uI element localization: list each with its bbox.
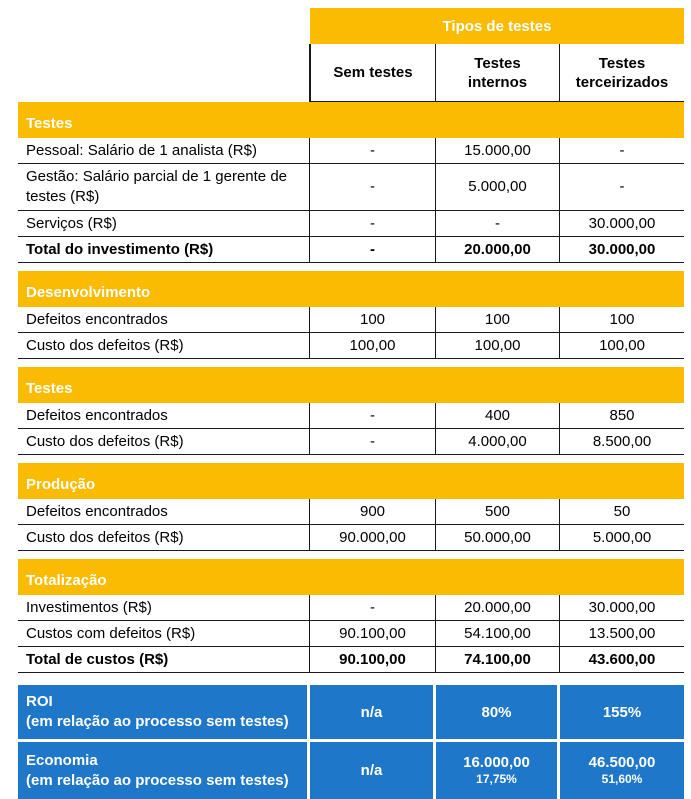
header-empty-cell xyxy=(18,8,310,44)
roi-sem-testes: n/a xyxy=(310,685,436,742)
table-row xyxy=(18,211,684,237)
cell-testes-internos: 4.000,00 xyxy=(436,429,560,455)
table-row xyxy=(18,403,684,429)
cell-testes-internos: 100,00 xyxy=(436,333,560,359)
cell-sem-testes: - xyxy=(310,138,436,164)
row-label: Serviços (R$) xyxy=(18,211,310,237)
cell-testes-terceirizados: 100,00 xyxy=(560,333,684,359)
economia-row xyxy=(18,742,684,799)
row-label: Total do investimento (R$) xyxy=(18,237,310,263)
table-row xyxy=(18,595,684,621)
economia-label xyxy=(18,742,310,799)
row-label: Total de custos (R$) xyxy=(18,647,310,673)
cell-testes-terceirizados: 13.500,00 xyxy=(560,621,684,647)
section-header-testes-2 xyxy=(18,367,684,403)
total-row xyxy=(18,647,684,673)
header-empty-cell-2 xyxy=(18,44,310,102)
table-row xyxy=(18,621,684,647)
cell-testes-terceirizados: 100 xyxy=(560,307,684,333)
economia-label-line1: Economia xyxy=(26,751,98,769)
economia-terceirizados-pct: 51,60% xyxy=(601,772,643,786)
section-header-totalizacao xyxy=(18,559,684,595)
cell-testes-terceirizados: 30.000,00 xyxy=(560,211,684,237)
cell-sem-testes: - xyxy=(310,595,436,621)
cell-testes-internos: 5.000,00 xyxy=(436,164,560,211)
row-label: Defeitos encontrados xyxy=(18,403,310,429)
cell-testes-terceirizados: - xyxy=(560,138,684,164)
row-label: Custo dos defeitos (R$) xyxy=(18,429,310,455)
cell-testes-internos: 20.000,00 xyxy=(436,595,560,621)
cell-testes-internos: 54.100,00 xyxy=(436,621,560,647)
economia-terceirizados-value: 46.500,00 xyxy=(588,754,656,771)
cell-testes-internos: 100 xyxy=(436,307,560,333)
header-group-title: Tipos de testes xyxy=(310,8,684,44)
economia-internos-pct: 17,75% xyxy=(476,772,517,786)
cell-testes-internos: 20.000,00 xyxy=(436,237,560,263)
cell-sem-testes: 100,00 xyxy=(310,333,436,359)
row-label: Defeitos encontrados xyxy=(18,499,310,525)
roi-comparison-table-wrapper xyxy=(18,8,684,799)
cell-sem-testes: 900 xyxy=(310,499,436,525)
table-row xyxy=(18,307,684,333)
cell-sem-testes: - xyxy=(310,403,436,429)
section-header-testes xyxy=(18,102,684,138)
roi-label-line2: (em relação ao processo sem testes) xyxy=(26,713,289,730)
header-columns-row xyxy=(18,44,684,102)
total-row xyxy=(18,237,684,263)
cell-sem-testes: 90.100,00 xyxy=(310,621,436,647)
economia-label-line2: (em relação ao processo sem testes) xyxy=(26,771,289,789)
roi-label xyxy=(18,685,310,742)
cell-sem-testes: 90.000,00 xyxy=(310,525,436,551)
roi-label-line1: ROI xyxy=(26,693,53,710)
cell-testes-terceirizados: 5.000,00 xyxy=(560,525,684,551)
cell-testes-terceirizados: - xyxy=(560,164,684,211)
table-row xyxy=(18,429,684,455)
table-row xyxy=(18,525,684,551)
cell-testes-internos: 400 xyxy=(436,403,560,429)
cell-sem-testes: 100 xyxy=(310,307,436,333)
cell-sem-testes: 90.100,00 xyxy=(310,647,436,673)
cell-testes-internos: - xyxy=(436,211,560,237)
cell-testes-internos: 50.000,00 xyxy=(436,525,560,551)
row-label: Custo dos defeitos (R$) xyxy=(18,333,310,359)
table-row xyxy=(18,333,684,359)
economia-internos-value: 16.000,00 xyxy=(463,754,530,771)
cell-testes-terceirizados: 43.600,00 xyxy=(560,647,684,673)
roi-comparison-table xyxy=(18,8,684,799)
row-label: Investimentos (R$) xyxy=(18,595,310,621)
roi-row xyxy=(18,685,684,742)
section-title: Totalização xyxy=(18,559,310,595)
section-title: Testes xyxy=(18,367,310,403)
cell-sem-testes: - xyxy=(310,429,436,455)
table-row xyxy=(18,138,684,164)
row-label: Defeitos encontrados xyxy=(18,307,310,333)
economia-sem-testes: n/a xyxy=(310,742,436,799)
cell-testes-internos: 500 xyxy=(436,499,560,525)
cell-testes-internos: 74.100,00 xyxy=(436,647,560,673)
roi-testes-internos: 80% xyxy=(436,685,560,742)
economia-testes-terceirizados xyxy=(560,742,684,799)
cell-sem-testes: - xyxy=(310,211,436,237)
section-title: Desenvolvimento xyxy=(18,271,310,307)
cell-testes-terceirizados: 50 xyxy=(560,499,684,525)
section-title: Produção xyxy=(18,463,310,499)
row-label: Custo dos defeitos (R$) xyxy=(18,525,310,551)
section-header-desenvolvimento xyxy=(18,271,684,307)
table-row xyxy=(18,499,684,525)
cell-testes-terceirizados: 8.500,00 xyxy=(560,429,684,455)
col-header-testes-internos: Testes internos xyxy=(436,44,560,102)
cell-testes-terceirizados: 30.000,00 xyxy=(560,237,684,263)
section-title: Testes xyxy=(18,102,310,138)
cell-testes-internos: 15.000,00 xyxy=(436,138,560,164)
cell-sem-testes: - xyxy=(310,237,436,263)
cell-sem-testes: - xyxy=(310,164,436,211)
header-group-row xyxy=(18,8,684,44)
cell-testes-terceirizados: 30.000,00 xyxy=(560,595,684,621)
section-header-producao xyxy=(18,463,684,499)
table-row xyxy=(18,164,684,211)
cell-testes-terceirizados: 850 xyxy=(560,403,684,429)
col-header-sem-testes: Sem testes xyxy=(310,44,436,102)
economia-testes-internos xyxy=(436,742,560,799)
row-label: Gestão: Salário parcial de 1 gerente de testes (R$) xyxy=(18,164,310,211)
roi-testes-terceirizados: 155% xyxy=(560,685,684,742)
col-header-testes-terceirizados: Testes terceirizados xyxy=(560,44,684,102)
row-label: Pessoal: Salário de 1 analista (R$) xyxy=(18,138,310,164)
row-label: Custos com defeitos (R$) xyxy=(18,621,310,647)
